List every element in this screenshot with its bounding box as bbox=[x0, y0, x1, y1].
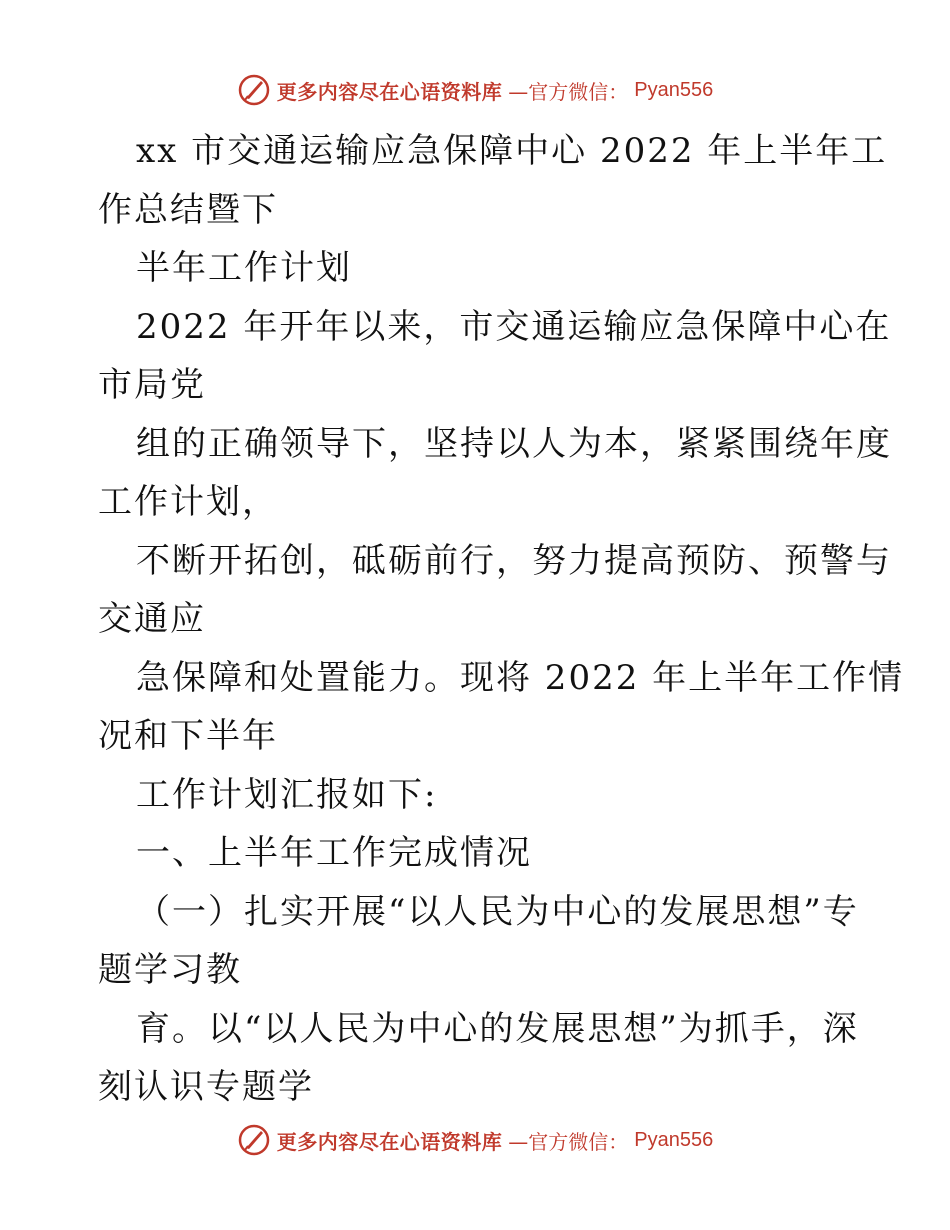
document-line: 一、上半年工作完成情况 bbox=[136, 833, 532, 873]
document-line: 半年工作计划 bbox=[136, 248, 352, 288]
header-watermark bbox=[0, 68, 950, 112]
watermark-text: 更多内容尽在心语资料库 bbox=[276, 1129, 503, 1154]
document-body bbox=[98, 122, 905, 1117]
document-line: 作总结暨下 bbox=[98, 189, 278, 230]
document-line: 组的正确领导下，坚持以人为本，紧紧围绕年度 bbox=[136, 423, 892, 464]
footer-watermark bbox=[0, 1118, 950, 1162]
document-line: 题学习教 bbox=[98, 950, 242, 990]
watermark-text: 更多内容尽在心语资料库 bbox=[276, 79, 503, 104]
document-line: （一）扎实开展“以人民为中心的发展思想”专 bbox=[136, 891, 859, 932]
document-line: 急保障和处置能力。现将 2022 年上半年工作情 bbox=[136, 657, 905, 698]
watermark-separator: —官方微信： bbox=[508, 79, 629, 104]
watermark-wechat-id: Pyan556 bbox=[634, 1128, 714, 1151]
document-line: 市局党 bbox=[98, 365, 206, 405]
feather-pen-logo-icon bbox=[237, 73, 271, 107]
document-line: 2022 年开年以来，市交通运输应急保障中心在 bbox=[136, 306, 892, 347]
document-line: 工作计划， bbox=[98, 482, 278, 522]
document-line: xx 市交通运输应急保障中心 2022 年上半年工 bbox=[136, 131, 888, 171]
document-line: 不断开拓创，砥砺前行，努力提高预防、预警与 bbox=[136, 540, 892, 581]
feather-pen-logo-icon bbox=[237, 1123, 271, 1157]
document-line: 育。以“以人民为中心的发展思想”为抓手，深 bbox=[136, 1008, 859, 1049]
document-line: 刻认识专题学 bbox=[98, 1067, 314, 1107]
document-line: 况和下半年 bbox=[98, 716, 278, 756]
document-line: 工作计划汇报如下: bbox=[136, 774, 438, 815]
watermark-separator: —官方微信： bbox=[508, 1129, 629, 1154]
watermark-wechat-id: Pyan556 bbox=[634, 78, 714, 101]
document-line: 交通应 bbox=[98, 599, 206, 639]
